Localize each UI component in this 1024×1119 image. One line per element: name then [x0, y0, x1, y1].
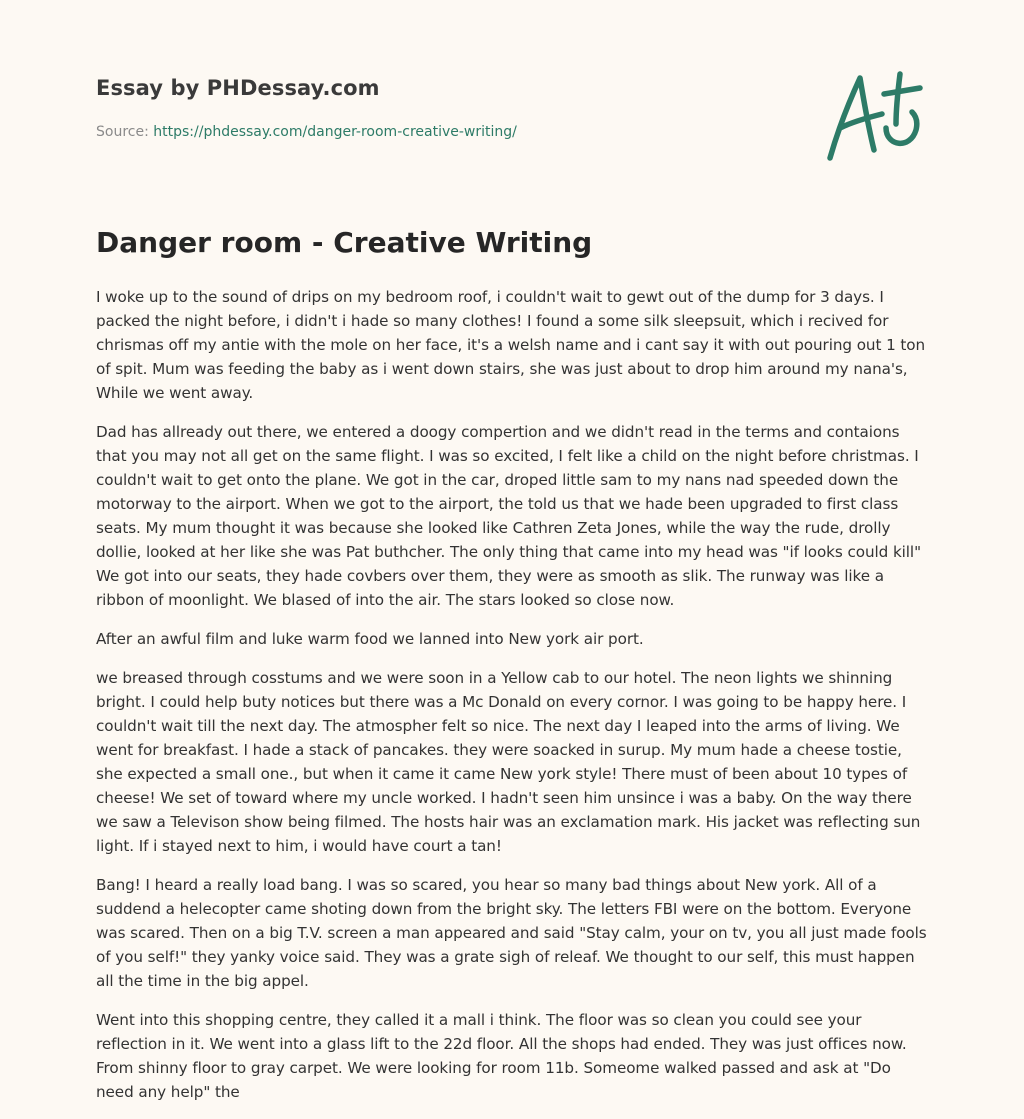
essay-paragraph: Went into this shopping centre, they called it a mall i think. The floor was so clean you could see your reflection in it. We went into a glass lift to the 22d floor. All the shops had ended. They was just offices now. From shinny floor to gray carpet. We were looking for room 11b. Someome walked passed and ask at "Do need any help" the: [96, 1011, 907, 1101]
essay-paragraph: I woke up to the sound of drips on my bedroom roof, i couldn't wait to gewt out of the dump for 3 days. I packed the night before, i didn't i hade so many clothes! I found a some silk sleepsuit, which i recived for chrismas off my antie with the mole on her face, it's a welsh name and i cant say it with out pouring out 1 ton of spit. Mum was feeding the baby as i went down stairs, she was just about to drop him around my nana's, While we went away.: [96, 288, 926, 402]
essay-title: Danger room - Creative Writing: [96, 226, 593, 259]
source-line: [96, 124, 517, 140]
site-title: Essay by PHDessay.com: [96, 76, 380, 100]
essay-paragraph: we breased through cosstums and we were soon in a Yellow cab to our hotel. The neon lights we shinning bright. I could help buty notices but there was a Mc Donald on every cornor. I was going to be happy here. I couldn't wait till the next day. The atmospher felt so nice. The next day I leaped into the arms of living. We went for breakfast. I hade a stack of pancakes. they were soacked in surup. My mum hade a cheese tostie, she expected a small one., but when it came it came New york style! There must of been about 10 types of cheese! We set of toward where my uncle worked. I hadn't seen him unsince i was a baby. On the way there we saw a Televison show being filmed. The hosts hair was an exclamation mark. His jacket was reflecting sun light. If i stayed next to him, i would have court a tan!: [96, 669, 921, 855]
source-label: Source:: [96, 124, 154, 140]
source-link[interactable]: https://phdessay.com/danger-room-creative-writing/: [153, 124, 517, 140]
a-plus-logo-icon: [826, 68, 926, 164]
essay-paragraph: After an awful film and luke warm food we lanned into New york air port.: [96, 630, 644, 648]
logo-strokes: [830, 74, 920, 158]
essay-paragraph: Bang! I heard a really load bang. I was so scared, you hear so many bad things about New york. All of a suddend a helecopter came shoting down from the bright sky. The letters FBI were on the bottom. Everyone was scared. Then on a big T.V. screen a man appeared and said "Stay calm, your on tv, you all just made fools of you self!" they yanky voice said. They was a grate sigh of releaf. We thought to our self, this must happen all the time in the big appel.: [96, 876, 927, 990]
essay-body: [96, 285, 932, 1119]
essay-paragraph: Dad has allready out there, we entered a doogy compertion and we didn't read in the terms and contaions that you may not all get on the same flight. I was so excited, I felt like a child on the night before christmas. I couldn't wait to get onto the plane. We got in the car, droped little sam to my nans nad speeded down the motorway to the airport. When we got to the airport, the told us that we hade been upgraded to first class seats. My mum thought it was because she looked like Cathren Zeta Jones, while the way the rude, drolly dollie, looked at her like she was Pat buthcher. The only thing that came into my head was "if looks could kill" We got into our seats, they hade covbers over them, they were as smooth as slik. The runway was like a ribbon of moonlight. We blased of into the air. The stars looked so close now.: [96, 423, 921, 609]
